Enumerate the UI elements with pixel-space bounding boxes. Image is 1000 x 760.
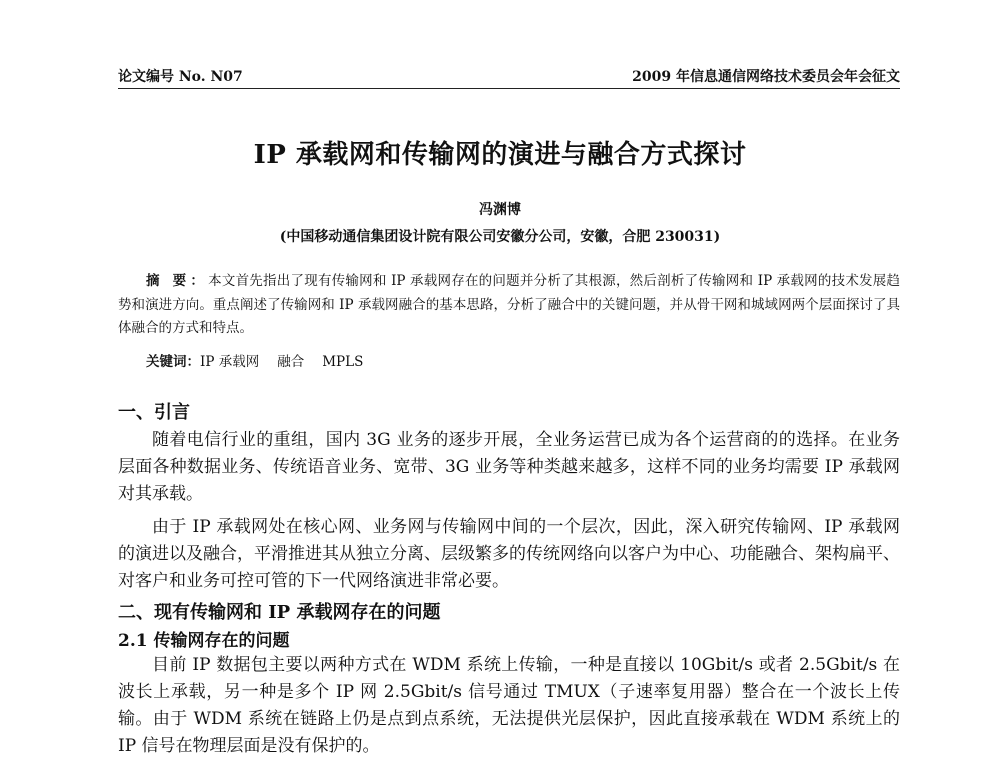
paper-title: IP 承载网和传输网的演进与融合方式探讨	[253, 140, 747, 170]
keyword: MPLS	[322, 354, 364, 370]
paragraph: 由于 IP 承载网处在核心网、业务网与传输网中间的一个层次，因此，深入研究传输网、IP 承载网的演进以及融合，平滑推进其从独立分离、层级繁多的传统网络向以客户为中心、功能融合、架构扁平、对客户和业务可控可管的下一代网络演进非常必要。	[118, 517, 900, 591]
section-heading: 二、现有传输网和 IP 承载网存在的问题	[118, 602, 441, 623]
keywords-label: 关键词：	[146, 354, 200, 370]
author-name: 冯渊博	[479, 202, 521, 218]
author-affiliation: (中国移动通信集团设计院有限公司安徽分公司，安徽，合肥 230031)	[279, 229, 721, 245]
section-heading: 一、引言	[118, 402, 190, 423]
keywords	[146, 350, 381, 370]
abstract	[118, 270, 900, 341]
paragraph: 随着电信行业的重组，国内 3G 业务的逐步开展，全业务运营已成为各个运营商的的选择。在业务层面各种数据业务、传统语音业务、宽带、3G 业务等种类越来越多，这样不同的业务均需要 IP 承载网对其承载。	[118, 430, 900, 504]
paper-number: 论文编号 No. N07	[118, 69, 243, 85]
keyword: IP 承载网	[200, 354, 260, 370]
keyword: 融合	[277, 354, 305, 370]
subsection-heading: 2.1 传输网存在的问题	[118, 631, 290, 651]
abstract-text: 本文首先指出了现有传输网和 IP 承载网存在的问题并分析了其根源，然后剖析了传输网和 IP 承载网的技术发展趋势和演进方向。重点阐述了传输网和 IP 承载网融合的基本思路，分析了融合中的关键问题，并从骨干网和城域网两个层面探讨了具体融合的方式和特点。	[118, 273, 901, 336]
abstract-label: 摘 要：	[146, 273, 209, 289]
running-header	[118, 62, 900, 89]
paragraph: 目前 IP 数据包主要以两种方式在 WDM 系统上传输，一种是直接以 10Gbit/s 或者 2.5Gbit/s 在波长上承载，另一种是多个 IP 网 2.5Gbit/s 信号通过 TMUX（子速率复用器）整合在一个波长上传输。由于 WDM 系统在链路上仍是点到点系统，无法提供光层保护，因此直接承载在 WDM 系统上的 IP 信号在物理层面是没有保护的。	[118, 655, 900, 756]
conference-name: 2009 年信息通信网络技术委员会年会征文	[632, 69, 900, 85]
